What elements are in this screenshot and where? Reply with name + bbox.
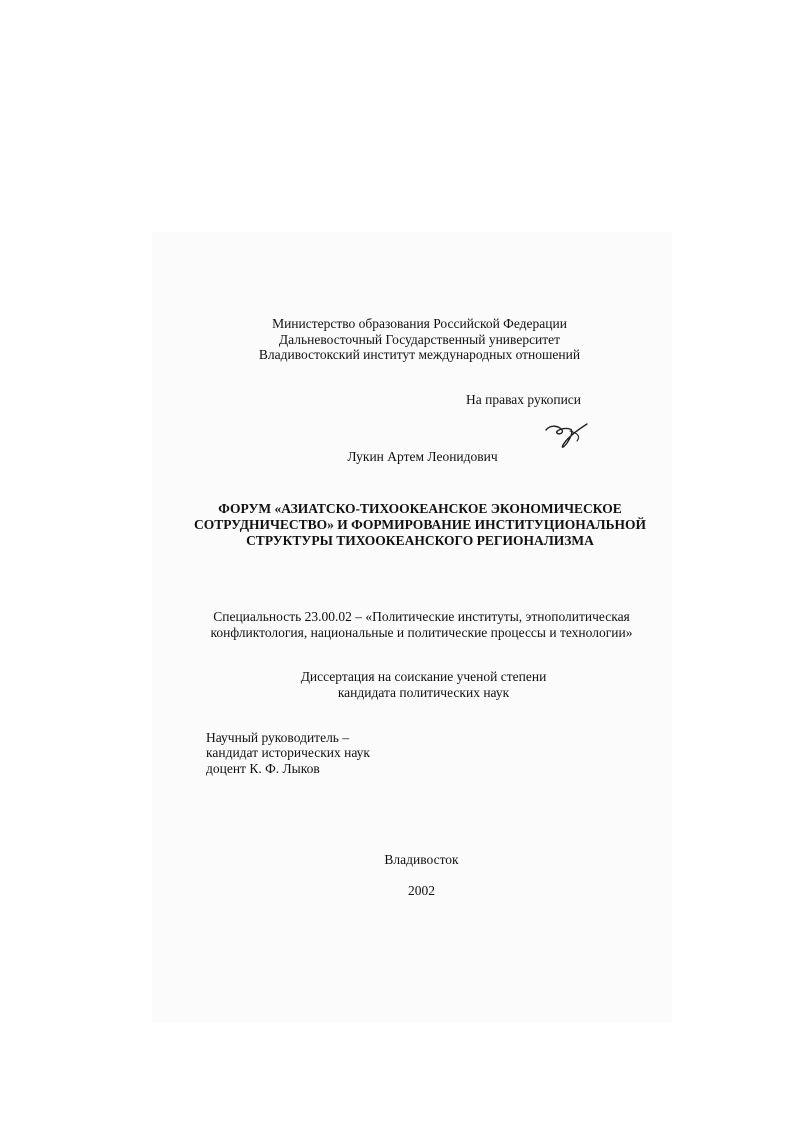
title-line-1: ФОРУМ «АЗИАТСКО-ТИХООКЕАНСКОЕ ЭКОНОМИЧЕСКОЕ [218,501,622,516]
handwritten-signature [543,418,593,452]
title-line-2: СОТРУДНИЧЕСТВО» И ФОРМИРОВАНИЕ ИНСТИТУЦИОНАЛЬНОЙ [193,517,647,532]
supervisor-line-2: кандидат исторических наук [206,745,370,760]
degree-line-1: Диссертация на соискание ученой степени [300,669,547,684]
degree-line-2: кандидата политических наук [337,685,510,700]
title-line-3: СТРУКТУРЫ ТИХООКЕАНСКОГО РЕГИОНАЛИЗМА [246,533,594,548]
supervisor-line-1: Научный руководитель – [206,730,350,745]
year: 2002 [408,883,435,898]
author-name: Лукин Артем Леонидович [347,449,498,464]
ministry-line: Министерство образования Российской Федерации [272,316,567,331]
city: Владивосток [384,852,459,867]
university-line: Дальневосточный Государственный университет [278,332,561,347]
specialty-line-1: Специальность 23.00.02 – «Политические институты, этнополитическая [213,609,630,624]
institute-line: Владивостокский институт международных отношений [258,347,581,362]
supervisor-line-3: доцент К. Ф. Лыков [206,761,320,776]
specialty-line-2: конфликтология, национальные и политические процессы и технологии» [210,625,633,640]
manuscript-note: На правах рукописи [466,392,582,407]
